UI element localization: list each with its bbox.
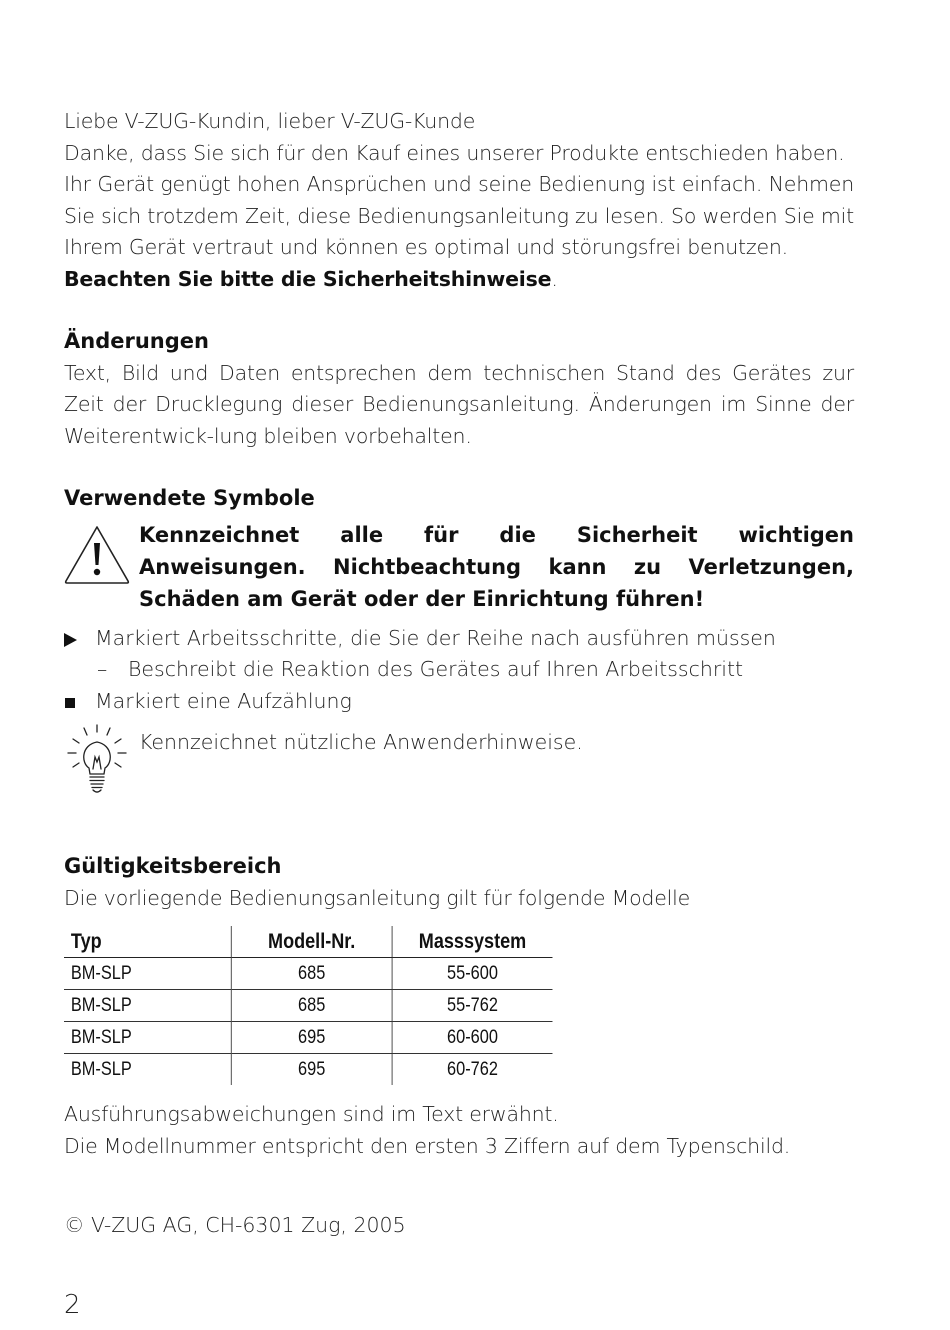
step-text: Markiert Arbeitsschritte, die Sie der Reihe nach ausführen müssen	[95, 625, 776, 650]
changes-text: Text, Bild und Daten entsprechen dem technischen Stand des Gerätes zur Zeit der Drucklegung dieser Bedienungsanleitung. Änderungen im Sinne der Weiterentwick-lung bleiben vorbehalten.	[64, 360, 854, 448]
cell-typ: BM-SLP	[70, 1058, 132, 1080]
table-row	[64, 1054, 552, 1086]
reaction-text: Beschreibt die Reaktion des Gerätes auf Ihren Arbeitsschritt	[128, 657, 744, 681]
copyright: © V-ZUG AG, CH-6301 Zug, 2005	[64, 1213, 406, 1237]
table-row	[64, 1022, 552, 1054]
thanks-text: Danke, dass Sie sich für den Kauf eines unserer Produkte entschieden haben.	[64, 140, 845, 165]
validity-heading: Gültigkeitsbereich	[64, 854, 282, 878]
list-text: Markiert eine Aufzählung	[95, 688, 352, 713]
table-row	[64, 990, 552, 1022]
warning-text: Kennzeichnet alle für die Sicherheit wichtigen Anweisungen. Nichtbeachtung kann zu Verletzungen, Schäden am Gerät oder der Einrichtung führen!	[139, 522, 854, 611]
models-table	[64, 926, 552, 1085]
changes-heading: Änderungen	[64, 329, 209, 353]
validity-note-2: Die Modellnummer entspricht den ersten 3 Ziffern auf dem Typenschild.	[64, 1133, 791, 1158]
cell-modell-nr: 685	[231, 958, 392, 990]
tip-block	[64, 727, 854, 807]
cell-typ: BM-SLP	[64, 1022, 231, 1054]
warning-block	[64, 519, 854, 611]
list-square-icon	[65, 698, 75, 708]
cell-modell-nr: 685	[231, 990, 392, 1022]
symbol-legend	[64, 623, 854, 718]
column-header-masssystem: Masssystem	[392, 926, 552, 958]
safety-note	[64, 264, 854, 296]
greeting: Liebe V-ZUG-Kundin, lieber V-ZUG-Kunde	[64, 109, 476, 133]
cell-modell-nr: 695	[231, 1022, 392, 1054]
warning-triangle-icon	[64, 525, 130, 585]
legend-reaction-row	[64, 654, 854, 686]
cell-modell-nr: 695	[231, 1054, 392, 1086]
safety-note-bold: Beachten Sie bitte die Sicherheitshinweise	[64, 266, 552, 291]
validity-note-1: Ausführungsabweichungen sind im Text erwähnt.	[64, 1102, 559, 1126]
cell-masssystem: 55-762	[392, 990, 552, 1022]
legend-step-row	[64, 623, 854, 655]
column-header-modell-nr: Modell-Nr.	[231, 926, 392, 958]
intro-paragraph: Ihr Gerät genügt hohen Ansprüchen und seine Bedienung ist einfach. Nehmen Sie sich trotzdem Zeit, diese Bedienungsanleitung zu lesen. So werden Sie mit Ihrem Gerät vertraut und können es optimal und störungsfrei benutzen.	[64, 172, 854, 259]
cell-typ: BM-SLP	[64, 990, 231, 1022]
document-page	[64, 106, 854, 1242]
symbols-heading: Verwendete Symbole	[64, 486, 315, 510]
reaction-dash-icon: –	[97, 657, 108, 681]
table-row	[64, 958, 552, 990]
tip-text: Kennzeichnet nützliche Anwenderhinweise.	[139, 730, 583, 754]
lightbulb-icon	[64, 723, 130, 799]
cell-masssystem: 55-600	[392, 958, 552, 990]
cell-typ: BM-SLP	[64, 958, 231, 990]
legend-list-row	[64, 686, 854, 718]
step-arrow-icon	[64, 633, 77, 647]
table-header-row	[64, 926, 552, 958]
column-header-typ: Typ	[64, 926, 231, 958]
cell-masssystem: 60-762	[392, 1054, 552, 1086]
safety-note-end: .	[551, 266, 558, 291]
cell-masssystem: 60-600	[392, 1022, 552, 1054]
validity-intro: Die vorliegende Bedienungsanleitung gilt für folgende Modelle	[64, 885, 691, 910]
page-number: 2	[64, 1290, 81, 1320]
